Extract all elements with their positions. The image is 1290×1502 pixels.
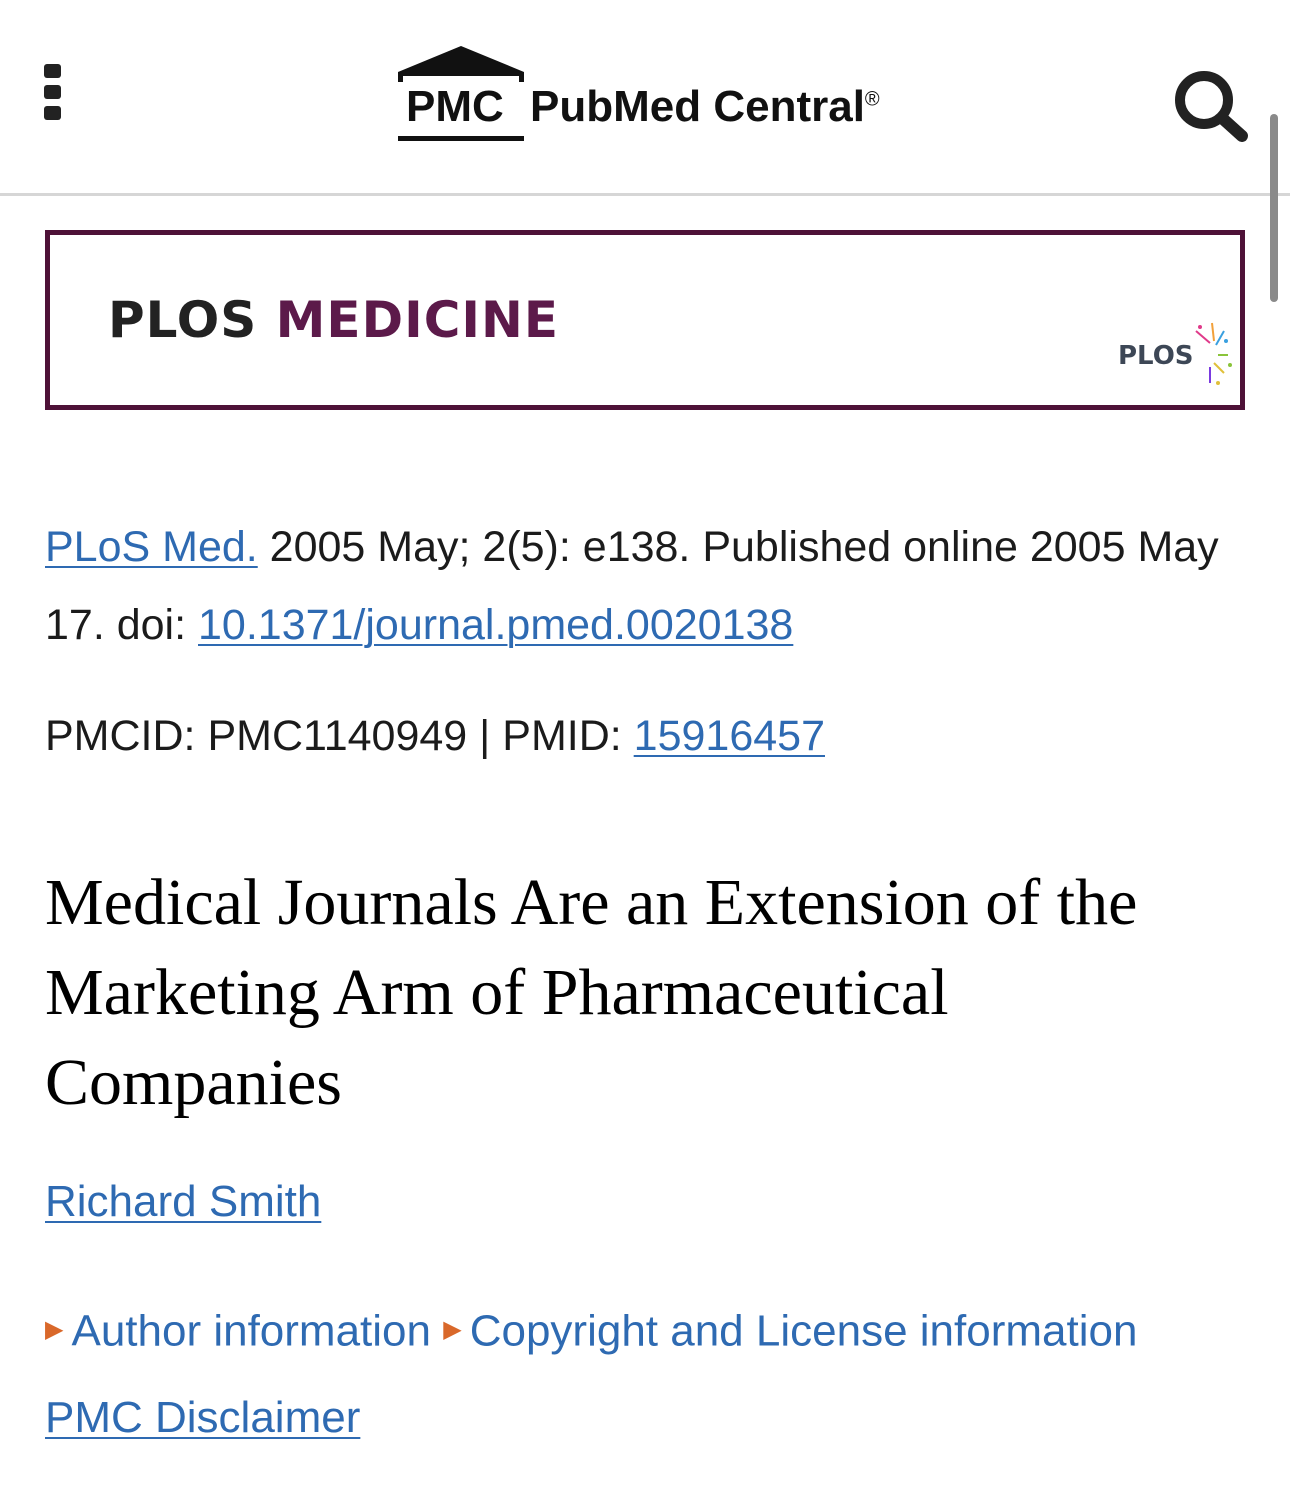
journal-title-part1: PLOS: [108, 291, 258, 349]
search-icon: [1172, 68, 1250, 142]
citation-line: [45, 508, 1245, 664]
doi-link[interactable]: 10.1371/journal.pmed.0020138: [198, 601, 794, 649]
pmcid-text: PMCID: PMC1140949 | PMID:: [45, 712, 634, 760]
author-list: [45, 1172, 321, 1232]
journal-title-part2: MEDICINE: [275, 291, 559, 349]
journal-banner[interactable]: [45, 230, 1245, 410]
page-scrollbar[interactable]: [1270, 114, 1278, 302]
author-information-toggle[interactable]: Author information: [71, 1306, 431, 1356]
expand-arrow-icon: ▶: [443, 1316, 462, 1343]
logo-name-text: PubMed Central: [530, 82, 865, 131]
citation-details: 2005 May; 2(5): e138. Published online 2005 May 17. doi:: [45, 523, 1219, 649]
article-title: Medical Journals Are an Extension of the Marketing Arm of Pharmaceutical Companies: [45, 866, 1138, 1119]
journal-link[interactable]: PLoS Med.: [45, 523, 258, 571]
copyright-license-toggle[interactable]: Copyright and License information: [469, 1306, 1138, 1356]
top-navigation-bar: [0, 0, 1290, 196]
pmid-link[interactable]: 15916457: [633, 712, 825, 760]
pmc-logo[interactable]: [396, 44, 906, 144]
plos-mark-text: PLOS: [1118, 341, 1194, 371]
expand-arrow-icon: ▶: [45, 1316, 64, 1343]
article-info-links: [45, 1290, 1255, 1458]
author-link[interactable]: Richard Smith: [45, 1177, 322, 1226]
journal-title: [108, 291, 559, 349]
article-identifiers: [45, 706, 825, 766]
kebab-menu-icon[interactable]: [42, 64, 64, 124]
logo-abbreviation: PMC: [406, 82, 504, 131]
search-button[interactable]: [1172, 68, 1250, 142]
pmc-disclaimer-link[interactable]: PMC Disclaimer: [45, 1393, 361, 1442]
logo-name: [530, 82, 880, 132]
plos-publisher-logo: [1114, 321, 1232, 391]
registered-mark: ®: [864, 88, 880, 111]
